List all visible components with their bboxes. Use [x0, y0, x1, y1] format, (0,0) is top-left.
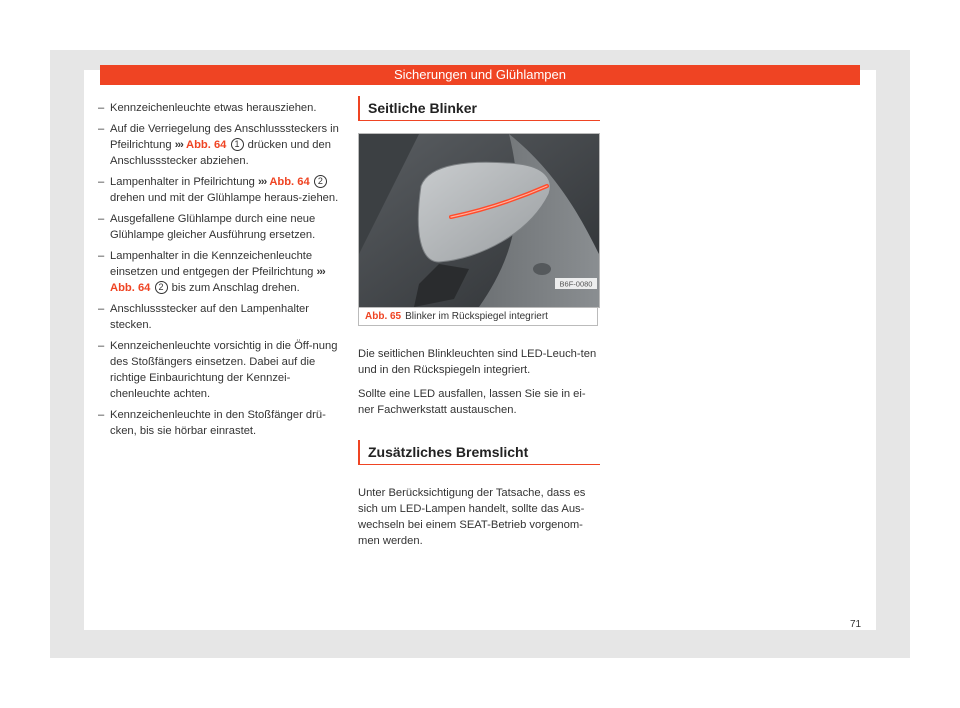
instruction-step [98, 338, 340, 402]
instruction-step [98, 174, 340, 206]
step-dash: – [98, 250, 105, 262]
instruction-step [98, 248, 340, 296]
figure-caption-text: Blinker im Rückspiegel integriert [405, 311, 548, 322]
step-text: Auf die Verriegelung des Anschlusssteckers in Pfeilrichtung [110, 123, 339, 151]
figure-caption [358, 308, 598, 326]
paragraph-led-failure: Sollte eine LED ausfallen, lassen Sie sie in ei-ner Fachwerkstatt austauschen. [358, 388, 586, 416]
step-dash: – [98, 340, 105, 352]
step-text: Kennzeichenleuchte in den Stoßfänger drü-cken, bis sie hörbar einrastet. [110, 409, 326, 437]
page-number: 71 [850, 619, 862, 630]
step-text: Lampenhalter in Pfeilrichtung [110, 176, 259, 188]
cross-reference-arrow-icon: ››› [316, 266, 325, 278]
instruction-step [98, 100, 340, 116]
callout-number: 1 [231, 138, 244, 151]
section-title-side-blinker: Seitliche Blinker [358, 96, 600, 121]
callout-number: 2 [155, 281, 168, 294]
step-text: Kennzeichenleuchte etwas herausziehen. [110, 102, 317, 114]
cross-reference-arrow-icon: ››› [258, 176, 267, 188]
figure-code: B6F-0080 [559, 279, 593, 289]
mirror-illustration [359, 134, 599, 307]
left-column [98, 100, 340, 444]
step-text: Kennzeichenleuchte vorsichtig in die Öff-nung des Stoßfängers einsetzen. Dabei auf die richtige Einbaurichtung der Kennzei-chenleuchte achten. [110, 340, 338, 400]
callout-number: 2 [314, 175, 327, 188]
step-text: Anschlussstecker auf den Lampenhalter stecken. [110, 303, 310, 331]
paragraph-led-info: Die seitlichen Blinkleuchten sind LED-Leuch-ten und in den Rückspiegeln integriert. [358, 348, 597, 376]
step-dash: – [98, 176, 105, 188]
step-dash: – [98, 409, 105, 421]
step-dash: – [98, 213, 105, 225]
step-dash: – [98, 303, 105, 315]
figure-reference-link[interactable]: Abb. 64 [110, 282, 151, 294]
step-text: bis zum Anschlag drehen. [168, 282, 300, 294]
instruction-step [98, 407, 340, 439]
chapter-header: Sicherungen und Glühlampen [100, 65, 860, 85]
figure-label: Abb. 65 [365, 311, 402, 322]
step-dash: – [98, 123, 105, 135]
instruction-step [98, 211, 340, 243]
figure-reference-link[interactable]: Abb. 64 [185, 139, 227, 151]
section-title-brake-light: Zusätzliches Bremslicht [358, 440, 600, 465]
step-text: drücken und den Anschlussstecker abziehen. [110, 139, 331, 167]
step-text: Ausgefallene Glühlampe durch eine neue Glühlampe gleicher Ausführung ersetzen. [110, 213, 316, 241]
figure-reference-link[interactable]: Abb. 64 [269, 176, 310, 188]
paragraph-brake-light: Unter Berücksichtigung der Tatsache, dass es sich um LED-Lampen handelt, sollte das Aus-wechseln bei einem SEAT-Betrieb vorgenom-men werden. [358, 487, 586, 547]
cross-reference-arrow-icon: ››› [174, 139, 183, 151]
right-column [358, 96, 600, 549]
instruction-step [98, 121, 340, 169]
instruction-step [98, 301, 340, 333]
step-dash: – [98, 102, 105, 114]
step-text: drehen und mit der Glühlampe heraus-ziehen. [110, 192, 339, 204]
step-text: Lampenhalter in die Kennzeichenleuchte einsetzen und entgegen der Pfeilrichtung [110, 250, 317, 278]
figure-mirror-blinker [358, 133, 600, 308]
